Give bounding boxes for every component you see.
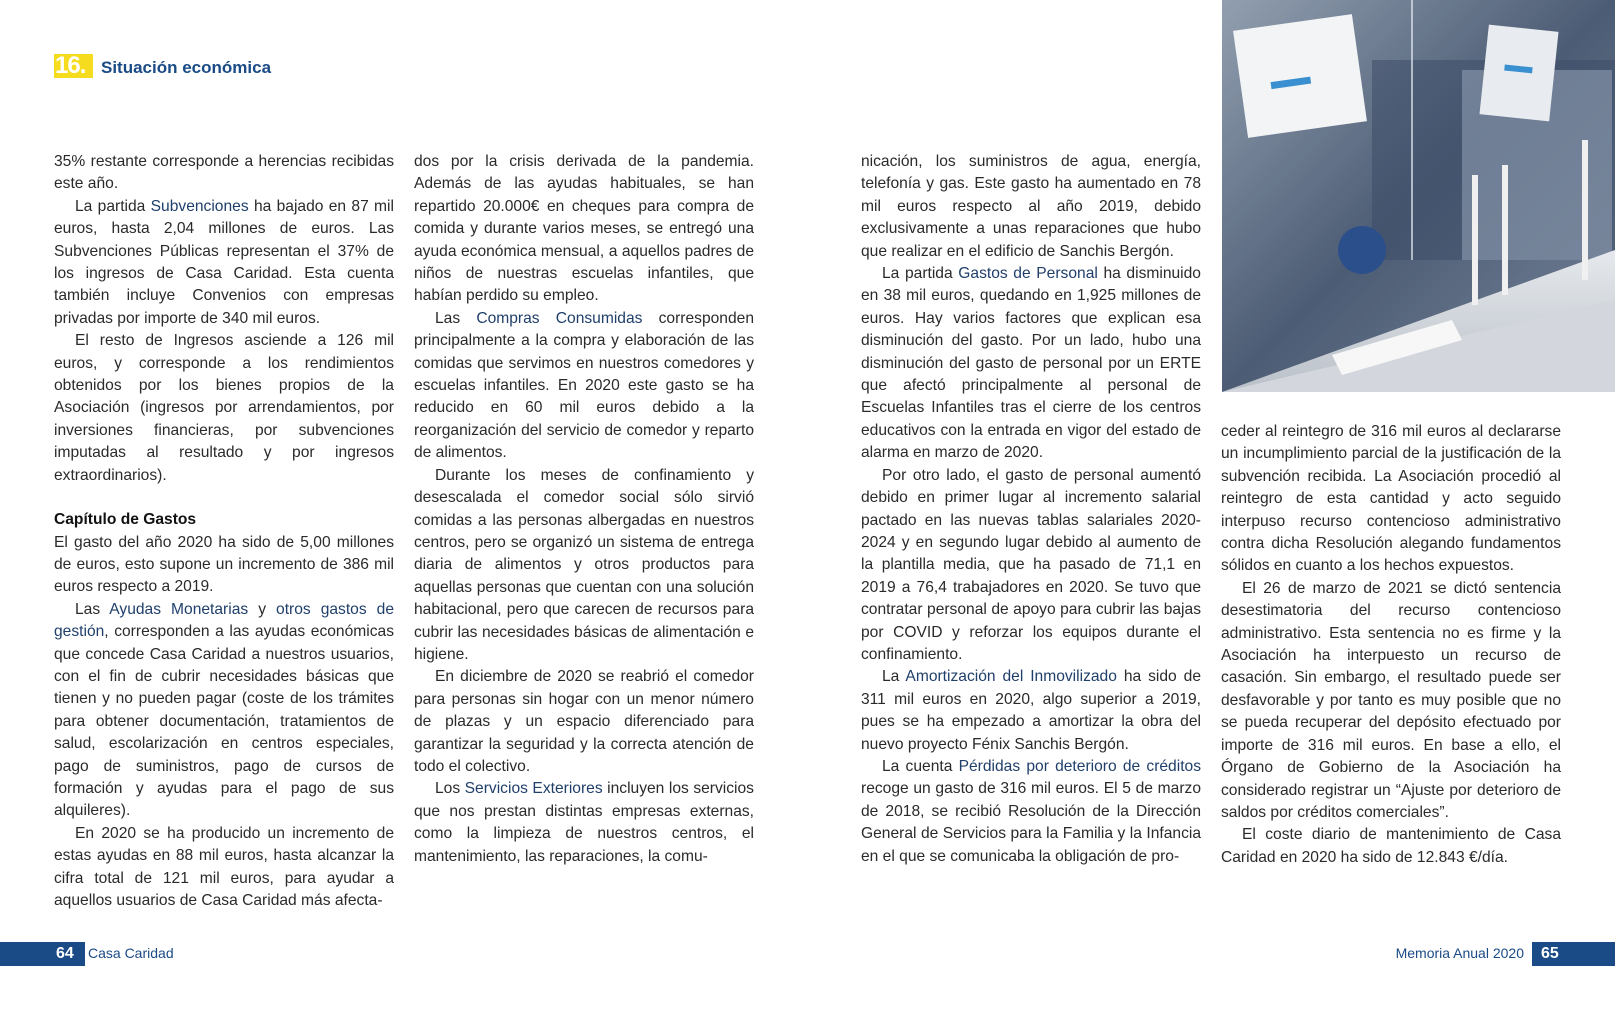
paragraph: El resto de Ingresos asciende a 126 mil euros, y corresponde a los rendimientos obtenidos por los bienes propios de la Asociación (ingresos por arrendamientos, por inversiones financieras, por subvenciones imputadas al resultado y por ingresos extraordinarios). [54, 332, 394, 484]
text-run: ha bajado en 87 mil euros, hasta 2,04 millones de euros. Las Subvenciones Públicas representan el 37% de los ingresos de Casa Caridad. Esta cuenta también incluye Convenios con empresas privadas por importe de 340 mil euros. [54, 197, 394, 327]
term-otros-gastos: otros gastos de gestión [54, 600, 394, 641]
text-column-3 [861, 151, 1201, 868]
text-run: corresponden principalmente a la compra y elaboración de las comidas que servimos en nuestros comedores y escuelas infantiles. En 2020 este gasto se ha reducido en 60 mil euros debido a la reorganización del servicio de comedor y reparto de alimentos. [414, 309, 754, 462]
text-run: La cuenta [882, 757, 959, 775]
paragraph: El coste diario de mantenimiento de Casa Caridad en 2020 ha sido de 12.843 €/día. [1221, 826, 1561, 866]
term-perdidas-deterioro: Pérdidas por deterioro de créditos [958, 757, 1201, 775]
text-run: La [882, 668, 906, 686]
text-run: Las [75, 600, 110, 618]
paragraph [414, 778, 754, 868]
text-column-4 [1221, 421, 1561, 869]
paragraph: El gasto del año 2020 ha sido de 5,00 millones de euros, esto supone un incremento de 386 mil euros respecto a 2019. [54, 533, 394, 596]
term-subvenciones: Subvenciones [150, 197, 249, 215]
text-column-2 [414, 151, 754, 868]
text-run: Las [435, 309, 477, 327]
text-run: y [248, 600, 277, 618]
photo-illustration [1222, 0, 1615, 392]
counter-photo [1222, 0, 1615, 392]
term-ayudas-monetarias: Ayudas Monetarias [109, 600, 249, 618]
paragraph [861, 263, 1201, 465]
subheading-gastos: Capítulo de Gastos [54, 511, 197, 529]
paragraph: En 2020 se ha producido un incremento de estas ayudas en 88 mil euros, hasta alcanzar la cifra total de 121 mil euros, para ayudar a aquellos usuarios de Casa Caridad más afecta- [54, 824, 394, 909]
text-run: , corresponden a las ayudas económicas que concede Casa Caridad a nuestros usuarios, con el fin de cubrir necesidades básicas que tienen y no pueden pagar (coste de los trámites para obtener documentación, tratamientos de salud, escolarización en centros especiales, pago de suministros, pago de cursos de formación y ayudas para el pago de sus alquileres). [54, 623, 394, 820]
paragraph [861, 666, 1201, 756]
paragraph: En diciembre de 2020 se reabrió el comedor para personas sin hogar con un menor número de plazas y un espacio diferenciado para garantizar la seguridad y la correcta atención de todo el colectivo. [414, 668, 754, 775]
paragraph: El 26 de marzo de 2021 se dictó sentencia desestimatoria del recurso contencioso administrativo. Esta sentencia no es firme y la Asociación ha interpuesto un recurso de casación. Sin embargo, el resultado puede ser desfavorable y por tanto es muy posible que no se pueda recuperar del depósito efectuado por importe de 316 mil euros. En base a ello, el Órgano de Gobierno de la Asociación ha considerado registrar un “Ajuste por deterioro de saldos por créditos comerciales”. [1221, 579, 1561, 821]
text-run: ha disminuido en 38 mil euros, quedando en 1,925 millones de euros. Hay varios factores que explican esa disminución del gasto. Por un lado, hubo una disminución del gasto de personal por un ERTE que afectó principalmente al personal de Escuelas Infantiles tras el cierre de los centros educativos con la entrada en vigor del estado de alarma en marzo de 2020. [861, 265, 1201, 462]
text-run: La partida [882, 265, 959, 283]
footer-report-name: Memoria Anual 2020 [1395, 945, 1524, 961]
paragraph [861, 756, 1201, 868]
term-compras-consumidas: Compras Consumidas [476, 309, 643, 327]
term-amortizacion: Amortización del Inmovilizado [905, 668, 1117, 686]
page-number-left: 64 [56, 945, 74, 962]
paragraph: nicación, los suministros de agua, energía, telefonía y gas. Este gasto ha aumentado en 78 mil euros respecto al año 2019, debido exclusivamente a unas reparaciones que hubo que realizar en el edificio de Sanchis Bergón. [861, 153, 1201, 260]
paragraph: Durante los meses de confinamiento y desescalada el comedor social sólo sirvió comidas a las personas albergadas en nuestros centros, pero se organizó un sistema de entrega diaria de alimentos y otros productos para aquellas personas que cuentan con una solución habitacional, pero que carecen de recursos para cubrir las necesidades básicas de alimentación e higiene. [414, 466, 754, 663]
term-gastos-personal: Gastos de Personal [958, 265, 1098, 283]
paragraph [54, 196, 394, 330]
paragraph [54, 599, 394, 823]
page-number-right: 65 [1541, 945, 1559, 962]
footer-org-name: Casa Caridad [88, 945, 174, 961]
paragraph [414, 308, 754, 465]
paragraph: dos por la crisis derivada de la pandemia. Además de las ayudas habituales, se han repartido 20.000€ en cheques para compra de comida y durante varios meses, se entregó una ayuda económica mensual, a aquellos padres de niños de nuestras escuelas infantiles, que habían perdido su empleo. [414, 153, 754, 305]
section-number: 16. [54, 54, 93, 78]
section-title: Situación económica [101, 58, 272, 77]
text-run: ha sido de 311 mil euros en 2020, algo superior a 2019, pues se ha empezado a amortizar la obra del nuevo proyecto Fénix Sanchis Bergón. [861, 668, 1201, 753]
paragraph: ceder al reintegro de 316 mil euros al declararse un incumplimiento parcial de la justificación de la subvención recibida. La Asociación procedió al reintegro de esta cantidad y acto seguido interpuso recurso contencioso administrativo contra dicha Resolución alegando fundamentos sólidos en cuanto a los hechos expuestos. [1221, 423, 1561, 575]
text-run: Los [435, 780, 465, 798]
text-column-1 [54, 151, 394, 912]
term-servicios-exteriores: Servicios Exteriores [464, 780, 603, 798]
paragraph: Por otro lado, el gasto de personal aumentó debido en primer lugar al incremento salarial pactado en las nuevas tablas salariales 2020-2024 y en segundo lugar debido al aumento de la plantilla media, que ha pasado de 71,1 en 2019 a 76,4 trabajadores en 2020. Se tuvo que contratar personal de apoyo para cubrir las bajas por COVID y reforzar los equipos durante el confinamiento. [861, 466, 1201, 663]
text-run: incluyen los servicios que nos prestan distintas empresas externas, como la limpieza de nuestros centros, el mantenimiento, las reparaciones, la comu- [414, 780, 754, 865]
paragraph: 35% restante corresponde a herencias recibidas este año. [54, 153, 394, 193]
text-run: recoge un gasto de 316 mil euros. El 5 de marzo de 2018, se recibió Resolución de la Dirección General de Servicios para la Familia y la Infancia en el que se comunicaba la obligación de pro- [861, 780, 1201, 865]
text-run: La partida [75, 197, 151, 215]
